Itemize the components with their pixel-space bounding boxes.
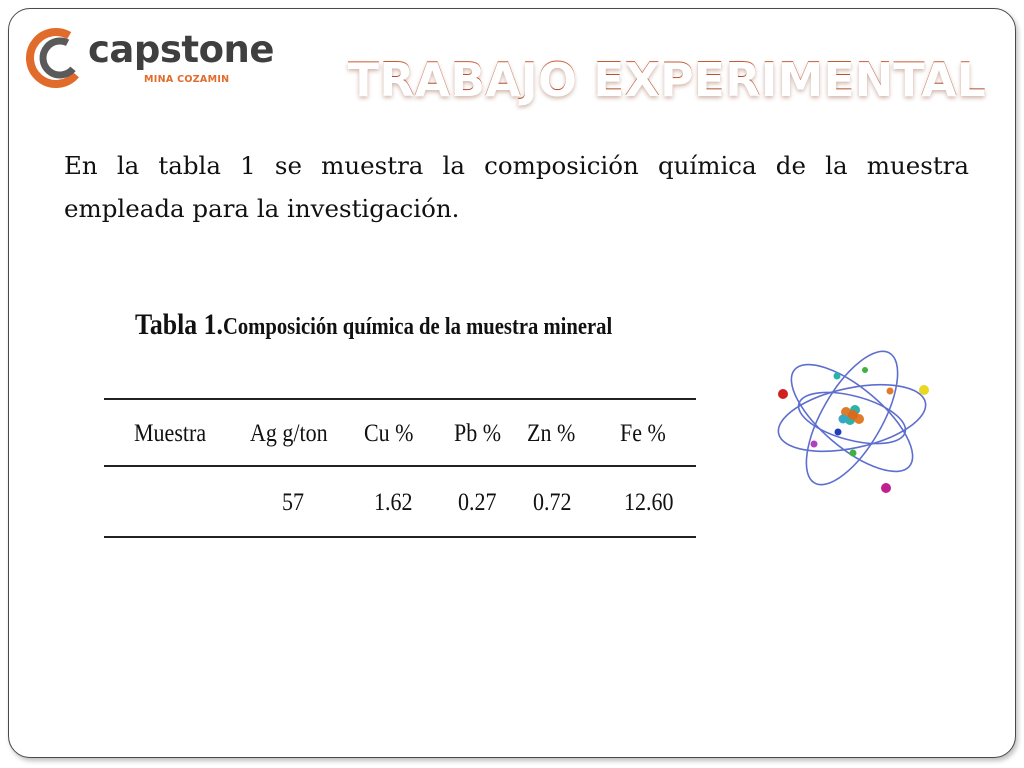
table-header-zn: Zn % bbox=[527, 420, 576, 447]
table-bottom-rule bbox=[104, 536, 696, 538]
table-cell-zn: 0.72 bbox=[533, 489, 572, 516]
table-cell-cu: 1.62 bbox=[374, 489, 413, 516]
table-caption bbox=[135, 308, 612, 342]
intro-paragraph: En la tabla 1 se muestra la composición química de la muestra empleada para la investigación. bbox=[64, 151, 969, 223]
logo-subtitle: MINA COZAMIN bbox=[144, 74, 230, 85]
atom-icon bbox=[770, 340, 935, 502]
table-top-rule bbox=[104, 398, 696, 400]
logo-wordmark: capstone bbox=[88, 28, 274, 71]
table-caption-text: Composición química de la muestra mineral bbox=[222, 314, 613, 340]
table-header-fe: Fe % bbox=[620, 420, 666, 447]
table-header-pb: Pb % bbox=[454, 420, 502, 447]
table-cell-ag: 57 bbox=[282, 489, 304, 516]
table-header-rule bbox=[104, 465, 696, 467]
table-header-muestra: Muestra bbox=[134, 420, 207, 447]
table-header-cu: Cu % bbox=[364, 420, 414, 447]
capstone-logo bbox=[26, 24, 274, 90]
table-header-ag: Ag g/ton bbox=[250, 420, 328, 447]
table-caption-lead: Tabla 1. bbox=[135, 308, 223, 341]
slide-title: TRABAJO EXPERIMENTAL bbox=[347, 52, 986, 106]
table-cell-fe: 12.60 bbox=[624, 489, 674, 516]
table-cell-pb: 0.27 bbox=[458, 489, 497, 516]
capstone-logo-icon bbox=[26, 24, 92, 90]
